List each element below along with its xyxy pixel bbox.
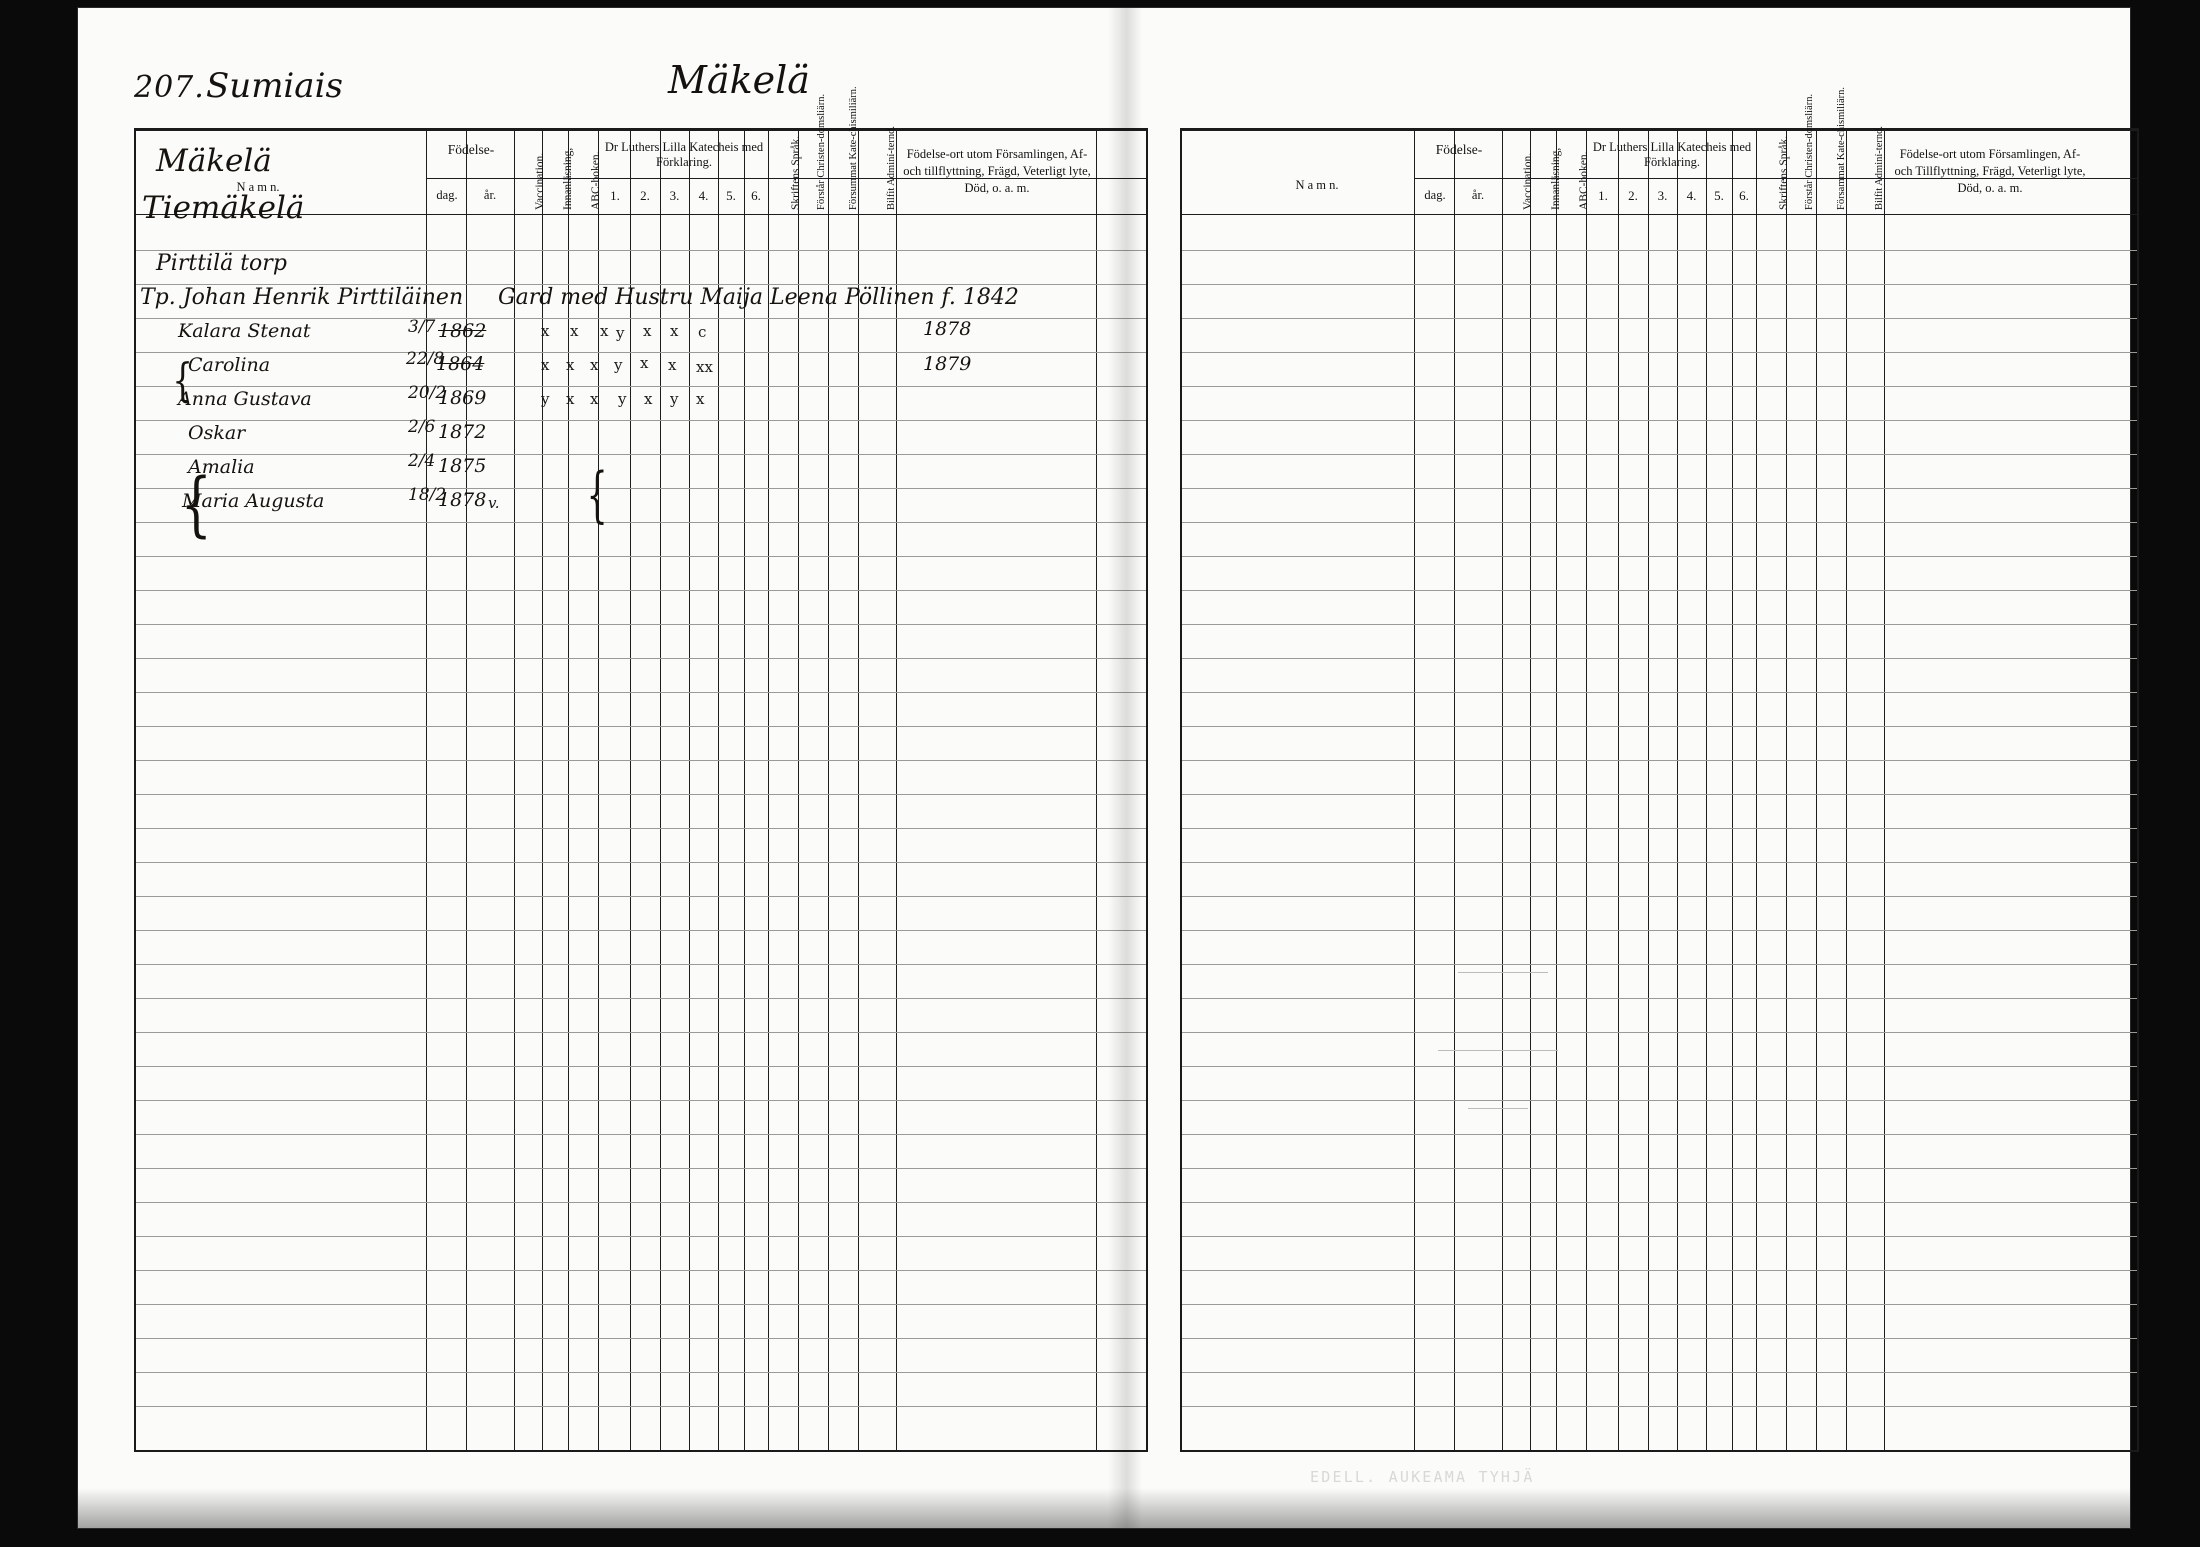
col-rule-vaccination: [1530, 130, 1531, 1450]
body-rule: [1182, 1168, 2137, 1169]
entry-cat-mark: x: [566, 390, 575, 408]
body-rule: [1182, 1066, 2137, 1067]
header-skriftens-sprak: Skriftens Språk.: [790, 135, 802, 210]
body-rule: [136, 1406, 1146, 1407]
body-rule: [136, 386, 1146, 387]
entry-cat-mark: x: [668, 356, 677, 374]
entry-name-5: Oskar: [188, 422, 246, 444]
body-rule: [136, 862, 1146, 863]
body-rule: [136, 930, 1146, 931]
entry-name-7: Maria Augusta: [182, 490, 325, 512]
body-rule: [1182, 590, 2137, 591]
col-rule-cat-2: [660, 130, 661, 1450]
header-bottom-rule: [1182, 214, 2137, 215]
body-rule: [1182, 794, 2137, 795]
header-innanlasning: Innanläsning,: [1550, 147, 1562, 210]
entry-cat-mark: y: [614, 356, 623, 374]
entry-cat-mark: x: [570, 322, 579, 340]
header-name: N a m n.: [1295, 178, 1339, 192]
col-rule-name-end: [1414, 130, 1415, 1450]
body-rule: [136, 624, 1146, 625]
entry-birthyear-5: 1872: [438, 421, 487, 443]
col-rule-innanlasning: [568, 130, 569, 1450]
entry-vaccination-mark-3: x: [541, 356, 550, 374]
entry-cat-mark: x: [640, 354, 649, 372]
body-rule: [136, 1304, 1146, 1305]
sibling-brace-icon: {: [172, 353, 193, 407]
body-rule: [136, 794, 1146, 795]
col-rule-birthyear: [1502, 130, 1503, 1450]
body-rule: [1182, 318, 2137, 319]
entry-birthday-3: 22/8: [406, 349, 445, 369]
body-rule: [1182, 726, 2137, 727]
entry-name-2: Kalara Stenat: [178, 320, 311, 342]
header-cat-num-1: 1.: [610, 188, 620, 203]
entry-birthyear-7: 1878: [438, 489, 487, 511]
catechism-brace-icon: {: [586, 460, 608, 530]
entry-birthday-7: 18/2: [408, 485, 447, 505]
body-rule: [136, 1032, 1146, 1033]
header-forsummat-katechism: Försammat Kate-chismiliärn.: [1836, 86, 1847, 210]
header-cat-num-2: 2.: [1628, 188, 1638, 203]
header-forsummat-katechism: Försummat Kate-chismiliärn.: [848, 86, 859, 210]
header-cat-num-2: 2.: [640, 188, 650, 203]
header-top-rule: [1182, 130, 2137, 131]
header-cat-num-5: 5.: [726, 188, 736, 203]
entry-cat-mark: y: [670, 390, 679, 408]
entry-vaccination-mark-7: v.: [488, 494, 500, 512]
header-abc-book: ABC-boken.: [590, 151, 602, 210]
entry-cat-mark: x: [644, 390, 653, 408]
entry-cat-mark: x: [566, 356, 575, 374]
body-rule: [1182, 1304, 2137, 1305]
village-heading: Mäkelä: [668, 58, 810, 102]
entry-cat-mark: c: [698, 323, 707, 341]
entry-cat-mark: xx: [696, 358, 713, 376]
body-rule: [1182, 624, 2137, 625]
body-rule: [136, 1066, 1146, 1067]
body-rule: [1182, 760, 2137, 761]
header-abc-book: ABC-boken.: [1578, 151, 1590, 210]
body-rule: [136, 692, 1146, 693]
body-rule: [136, 250, 1146, 251]
header-cat-num-4: 4.: [698, 188, 709, 203]
folio-number: 207.: [134, 70, 205, 105]
col-rule-cat-2: [1648, 130, 1649, 1450]
body-rule: [136, 1100, 1146, 1101]
header-catechism-group: Dr Luthers Lilla Katecheis med Förklaring.: [604, 140, 764, 169]
col-rule-forstar: [828, 130, 829, 1450]
header-birth-year: år.: [483, 188, 497, 202]
body-rule: [1182, 454, 2137, 455]
col-rule-innanlasning: [1556, 130, 1557, 1450]
body-rule: [1182, 1338, 2137, 1339]
entry-birthyear-2: 1862: [438, 320, 487, 342]
body-rule: [136, 1168, 1146, 1169]
pencil-smudge: [1468, 1108, 1528, 1109]
col-rule-cat-5: [1732, 130, 1733, 1450]
body-rule: [1182, 352, 2137, 353]
entry-birthday-6: 2/4: [408, 451, 436, 471]
col-rule-bilfit: [1884, 130, 1885, 1450]
header-birth-day: dag.: [436, 188, 458, 202]
col-rule-abc: [598, 130, 599, 1450]
header-birth-group: Födelse-: [1435, 142, 1483, 157]
header-bilfit-adminit: Bilfit Adminí-ternd.: [1874, 126, 1885, 210]
col-rule-cat-4: [1706, 130, 1707, 1450]
entry-cat-mark: x: [590, 356, 599, 374]
entry-vaccination-mark-2: x: [541, 322, 550, 340]
body-rule: [136, 454, 1146, 455]
header-forstar-christendom: Förstår Christen-domsliärn.: [1804, 93, 1815, 210]
entry-cat-mark: x: [590, 390, 599, 408]
body-rule: [1182, 1406, 2137, 1407]
header-innanlasning: Innanläsning,: [562, 147, 574, 210]
body-rule: [136, 590, 1146, 591]
entry-name-4: Anna Gustava: [178, 388, 312, 410]
pencil-smudge: [1438, 1050, 1558, 1051]
header-notes: Födelse-ort utom Församlingen, Af- och Tillflyttning, Frägd, Veterligt lyte, Död, o. a. m.: [1894, 147, 2086, 195]
header-notes: Födelse-ort utom Församlingen, Af- och tillflyttning, Frägd, Veterligt lyte, Död, o. a. m.: [903, 147, 1091, 195]
body-rule: [136, 726, 1146, 727]
body-rule: [1182, 658, 2137, 659]
body-rule: [1182, 522, 2137, 523]
body-rule: [1182, 998, 2137, 999]
col-rule-cat-3: [689, 130, 690, 1450]
body-rule: [1182, 692, 2137, 693]
col-rule-cat-4: [718, 130, 719, 1450]
entry-birthyear-4: 1869: [438, 387, 487, 409]
footer-stamp: EDELL. AUKEAMA TYHJÄ: [1310, 1468, 1535, 1486]
header-birth-year: år.: [1471, 188, 1485, 202]
body-rule: [1182, 556, 2137, 557]
body-rule: [1182, 1236, 2137, 1237]
body-rule: [136, 1372, 1146, 1373]
body-rule: [136, 1338, 1146, 1339]
header-vaccination: Vaccination.: [1522, 152, 1534, 210]
entry-cat-mark: x: [643, 322, 652, 340]
body-rule: [136, 352, 1146, 353]
entry-birthday-2: 3/7: [408, 317, 436, 337]
col-rule-cat-6: [768, 130, 769, 1450]
pencil-smudge: [1458, 972, 1548, 973]
body-rule: [136, 998, 1146, 999]
entry-birthday-5: 2/6: [408, 417, 436, 437]
body-rule: [1182, 964, 2137, 965]
col-rule-notes-end: [1096, 130, 1097, 1450]
entry-name-1: Tp. Johan Henrik Pirttiläinen: [140, 285, 464, 310]
body-rule: [1182, 1032, 2137, 1033]
header-birth-day: dag.: [1424, 188, 1446, 202]
body-rule: [1182, 1100, 2137, 1101]
right-page-table: [1180, 86, 2139, 1452]
body-rule: [1182, 250, 2137, 251]
col-rule-birthday: [1454, 130, 1455, 1450]
body-rule: [136, 1236, 1146, 1237]
parish-name: Sumiais: [206, 66, 343, 106]
entry-birthyear-6: 1875: [438, 455, 487, 477]
col-rule-forsummat: [1846, 130, 1847, 1450]
header-cat-num-6: 6.: [751, 188, 761, 203]
entry-vaccination-mark-4: y: [541, 390, 550, 408]
col-rule-skriftens: [798, 130, 799, 1450]
body-rule: [136, 556, 1146, 557]
body-rule: [136, 896, 1146, 897]
croft-label: Pirttilä torp: [156, 251, 287, 276]
body-rule: [1182, 284, 2137, 285]
header-cat-num-4: 4.: [1686, 188, 1697, 203]
body-rule: [136, 658, 1146, 659]
header-birth-group: Födelse-: [447, 142, 495, 157]
header-catechism-group: Dr Luthers Lilla Katecheis med Förklaring.: [1592, 140, 1752, 169]
header-cat-num-3: 3.: [669, 188, 680, 203]
entry-birthyear-3: 1864: [436, 353, 485, 375]
col-rule-abc: [1586, 130, 1587, 1450]
section-title: Mäkelä: [156, 143, 272, 179]
header-bilfit-adminit: Bilfit Adminí-ternd.: [886, 126, 897, 210]
entry-notes-3: 1879: [923, 353, 972, 375]
header-top-rule: [136, 130, 1146, 131]
body-rule: [1182, 896, 2137, 897]
body-rule: [136, 828, 1146, 829]
body-rule: [136, 1270, 1146, 1271]
body-rule: [1182, 488, 2137, 489]
entry-cat-mark: y: [618, 390, 627, 408]
section-subtitle: Tiemäkelä: [142, 190, 305, 226]
entry-name-3: Carolina: [188, 354, 271, 376]
header-skriftens-sprak: Skriftens Språk.: [1778, 135, 1790, 210]
body-rule: [136, 964, 1146, 965]
header-vaccination: Vaccination.: [534, 152, 546, 210]
col-rule-cat-1: [1618, 130, 1619, 1450]
col-rule-forsummat: [858, 130, 859, 1450]
entry-cat-mark: x: [696, 390, 705, 408]
body-rule: [136, 318, 1146, 319]
entry-cat-mark: x: [670, 322, 679, 340]
col-rule-birthyear: [514, 130, 515, 1450]
header-cat-num-3: 3.: [1657, 188, 1668, 203]
name-column-label: N a m n.: [236, 180, 280, 194]
body-rule: [136, 1134, 1146, 1135]
header-cat-num-6: 6.: [1739, 188, 1749, 203]
col-rule-skriftens: [1786, 130, 1787, 1450]
entry-name-6: Amalia: [188, 456, 255, 478]
body-rule: [1182, 1202, 2137, 1203]
col-rule-forstar: [1816, 130, 1817, 1450]
body-rule: [136, 420, 1146, 421]
sibling-brace-icon: {: [180, 463, 212, 545]
body-rule: [1182, 828, 2137, 829]
body-rule: [136, 760, 1146, 761]
body-rule: [1182, 1270, 2137, 1271]
body-rule: [1182, 386, 2137, 387]
body-rule: [136, 488, 1146, 489]
register-page: [78, 8, 2130, 1528]
header-forstar-christendom: Förstår Christen-domsliärn.: [816, 93, 827, 210]
body-rule: [1182, 930, 2137, 931]
body-rule: [1182, 1134, 2137, 1135]
entry-cat-mark: y: [616, 324, 625, 342]
body-rule: [1182, 1372, 2137, 1373]
body-rule: [1182, 420, 2137, 421]
header-cat-num-1: 1.: [1598, 188, 1608, 203]
body-rule: [136, 1202, 1146, 1203]
col-rule-bilfit: [896, 130, 897, 1450]
entry-birthday-4: 20/2: [408, 383, 447, 403]
col-rule-cat-1: [630, 130, 631, 1450]
col-rule-cat-6: [1756, 130, 1757, 1450]
header-birth-split: [426, 178, 516, 179]
entry-notes-1: Gard med Hustru Maija Leena Pöllinen f. 1842: [498, 285, 1019, 310]
body-rule: [1182, 862, 2137, 863]
entry-cat-mark: x: [600, 322, 609, 340]
col-rule-cat-5: [744, 130, 745, 1450]
body-rule: [136, 522, 1146, 523]
entry-notes-2: 1878: [923, 318, 972, 340]
col-rule-cat-3: [1677, 130, 1678, 1450]
header-cat-num-5: 5.: [1714, 188, 1724, 203]
